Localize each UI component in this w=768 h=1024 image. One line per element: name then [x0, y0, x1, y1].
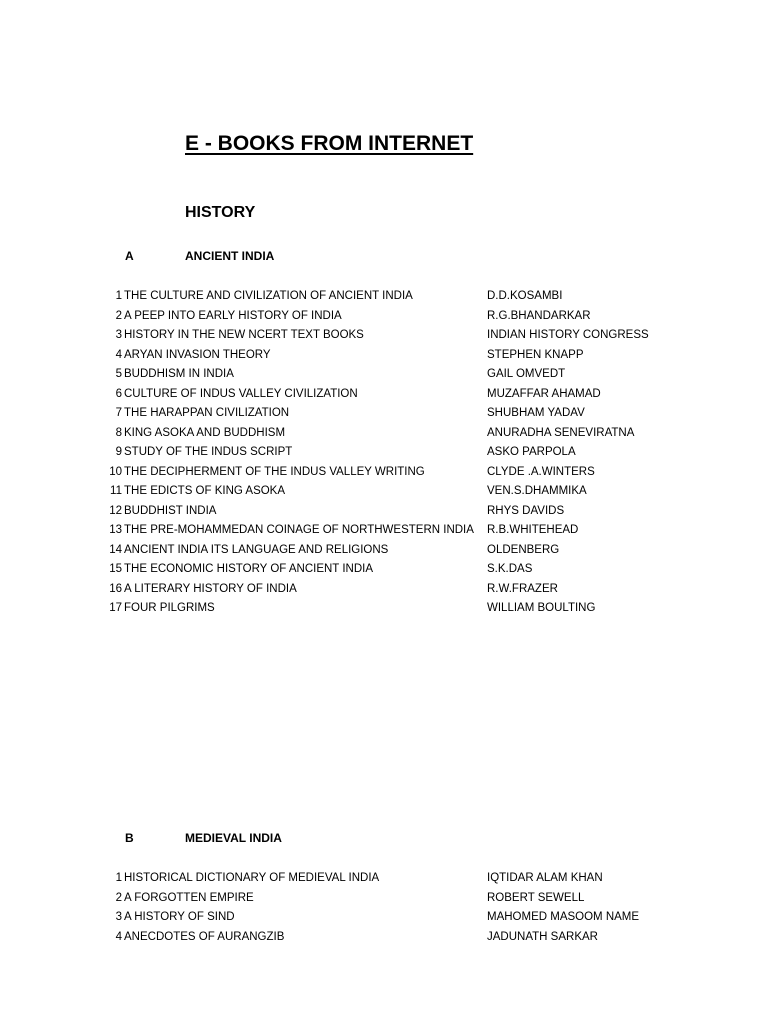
book-title: HISTORICAL DICTIONARY OF MEDIEVAL INDIA: [124, 872, 380, 884]
book-row: [0, 482, 768, 502]
book-title: A HISTORY OF SIND: [124, 911, 235, 923]
book-title: ANCIENT INDIA ITS LANGUAGE AND RELIGIONS: [124, 543, 389, 556]
book-row: [0, 599, 768, 619]
book-author: ROBERT SEWELL: [487, 891, 585, 904]
book-row: [0, 404, 768, 424]
book-author: S.K.DAS: [487, 563, 533, 575]
book-number: 4: [115, 348, 122, 361]
book-title: THE CULTURE AND CIVILIZATION OF ANCIENT INDIA: [124, 290, 413, 302]
book-author: OLDENBERG: [487, 543, 560, 556]
book-number: 13: [109, 524, 122, 536]
book-number: 1: [115, 872, 122, 884]
book-number: 2: [115, 891, 122, 904]
book-title: ANECDOTES OF AURANGZIB: [124, 930, 285, 943]
section-letter: B: [125, 831, 134, 845]
book-title: BUDDHIST INDIA: [124, 504, 217, 517]
book-title: A LITERARY HISTORY OF INDIA: [124, 582, 297, 595]
book-row: [0, 908, 768, 928]
book-list-ancient-india: [0, 287, 768, 619]
book-title: THE ECONOMIC HISTORY OF ANCIENT INDIA: [124, 563, 373, 575]
book-row: [0, 580, 768, 600]
section-heading-medieval-india: [0, 831, 768, 849]
book-number: 4: [115, 930, 122, 943]
book-number: 14: [109, 543, 122, 556]
book-title: THE PRE-MOHAMMEDAN COINAGE OF NORTHWESTERN INDIA: [124, 524, 474, 536]
book-author: RHYS DAVIDS: [487, 504, 565, 517]
book-number: 6: [115, 387, 122, 400]
book-title: KING ASOKA AND BUDDHISM: [124, 426, 286, 439]
book-number: 10: [109, 465, 122, 478]
book-row: [0, 889, 768, 909]
book-row: [0, 521, 768, 541]
book-author: IQTIDAR ALAM KHAN: [487, 872, 603, 884]
book-row: [0, 307, 768, 327]
section-heading-ancient-india: [0, 249, 768, 267]
book-row: [0, 385, 768, 405]
book-row: [0, 424, 768, 444]
page-title: E - BOOKS FROM INTERNET: [185, 132, 474, 155]
book-row: [0, 928, 768, 948]
book-title: THE DECIPHERMENT OF THE INDUS VALLEY WRITING: [124, 465, 425, 478]
book-row: [0, 365, 768, 385]
book-author: JADUNATH SARKAR: [487, 930, 598, 943]
book-title: A PEEP INTO EARLY HISTORY OF INDIA: [124, 309, 342, 322]
book-row: [0, 541, 768, 561]
book-title: CULTURE OF INDUS VALLEY CIVILIZATION: [124, 387, 358, 400]
book-row: [0, 502, 768, 522]
subject-heading: HISTORY: [185, 204, 256, 221]
book-number: 12: [109, 504, 122, 517]
book-author: MAHOMED MASOOM NAME: [487, 911, 640, 923]
book-row: [0, 869, 768, 889]
book-author: R.G.BHANDARKAR: [487, 309, 591, 322]
book-author: INDIAN HISTORY CONGRESS: [487, 329, 649, 341]
book-title: STUDY OF THE INDUS SCRIPT: [124, 446, 293, 458]
book-author: ANURADHA SENEVIRATNA: [487, 426, 635, 439]
book-number: 16: [109, 582, 122, 595]
book-author: MUZAFFAR AHAMAD: [487, 387, 601, 400]
book-author: ASKO PARPOLA: [487, 446, 576, 458]
section-name: ANCIENT INDIA: [185, 249, 275, 263]
book-author: D.D.KOSAMBI: [487, 290, 563, 302]
book-author: STEPHEN KNAPP: [487, 348, 584, 361]
book-author: VEN.S.DHAMMIKA: [487, 485, 587, 497]
book-row: [0, 346, 768, 366]
book-author: WILLIAM BOULTING: [487, 602, 596, 614]
book-title: THE HARAPPAN CIVILIZATION: [124, 407, 290, 419]
book-number: 3: [115, 911, 122, 923]
book-row: [0, 560, 768, 580]
section-letter: A: [125, 249, 134, 263]
book-author: R.W.FRAZER: [487, 582, 558, 595]
book-number: 15: [109, 563, 122, 575]
book-number: 1: [115, 290, 122, 302]
book-row: [0, 443, 768, 463]
book-number: 11: [110, 485, 122, 497]
book-row: [0, 287, 768, 307]
book-title: A FORGOTTEN EMPIRE: [124, 891, 254, 904]
book-title: FOUR PILGRIMS: [124, 602, 215, 614]
book-list-medieval-india: [0, 869, 768, 947]
book-row: [0, 463, 768, 483]
book-number: 3: [115, 329, 122, 341]
book-number: 2: [115, 309, 122, 322]
book-title: ARYAN INVASION THEORY: [124, 348, 271, 361]
book-title: THE EDICTS OF KING ASOKA: [124, 485, 286, 497]
book-number: 17: [109, 602, 122, 614]
book-number: 5: [115, 368, 122, 380]
section-name: MEDIEVAL INDIA: [185, 831, 282, 845]
book-row: [0, 326, 768, 346]
book-author: GAIL OMVEDT: [487, 368, 566, 380]
book-number: 8: [115, 426, 122, 439]
book-title: HISTORY IN THE NEW NCERT TEXT BOOKS: [124, 329, 364, 341]
book-number: 7: [115, 407, 122, 419]
book-author: SHUBHAM YADAV: [487, 407, 585, 419]
book-title: BUDDHISM IN INDIA: [124, 368, 234, 380]
book-author: R.B.WHITEHEAD: [487, 524, 579, 536]
book-author: CLYDE .A.WINTERS: [487, 465, 595, 478]
book-number: 9: [115, 446, 122, 458]
